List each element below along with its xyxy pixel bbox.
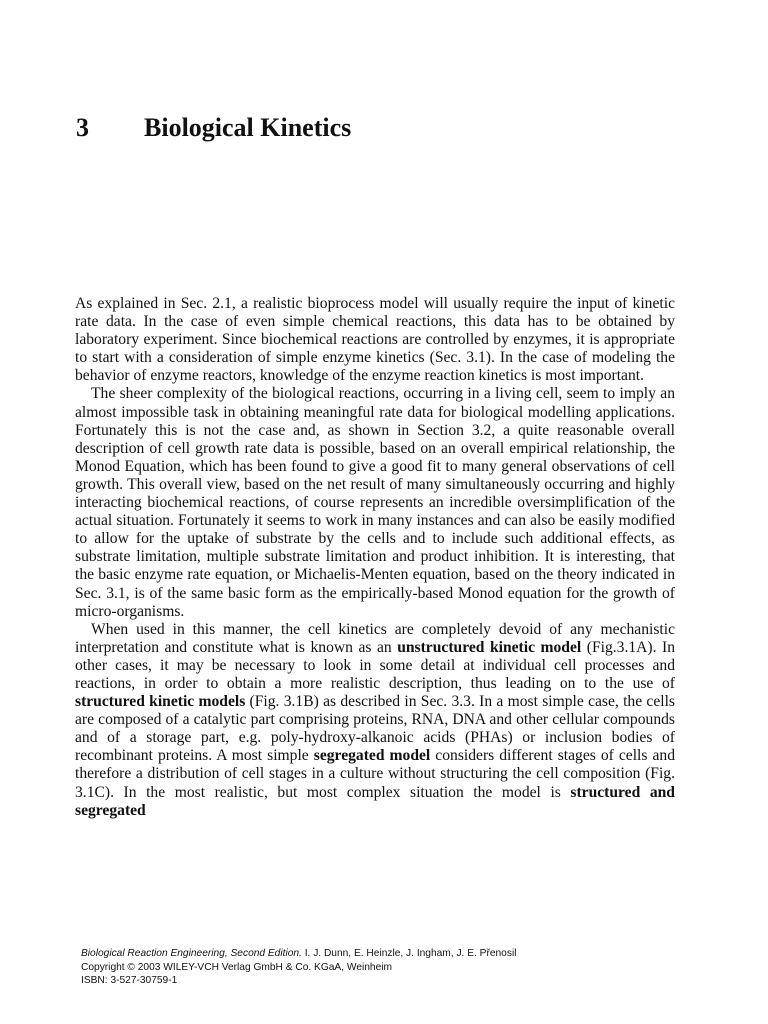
- paragraph-3-text-d: (Fig. 3.1B) as described in Sec. 3.3. In a most simple case, the cells are composed of a catalytic part comprising proteins, RNA, DNA and other cellular compounds and of a storage part, e.g. poly-hydroxy-alkanoic acids (PHAs) or inclusion bodies of recombinant proteins. A most simple: [75, 693, 676, 765]
- term-unstructured-kinetic-model: unstructured kinetic model: [397, 638, 582, 656]
- paragraph-3-text-e: considers different stages of cells and therefore a distribution of cell stages in a culture without structuring the cell composition (Fig. 3.1C). In the most realistic, but most complex situation the model is: [75, 747, 676, 801]
- term-structured-and-segregated: structured and segregated: [75, 783, 675, 819]
- term-segregated-model: segregated model: [313, 747, 431, 765]
- book-authors: I. J. Dunn, E. Heinzle, J. Ingham, J. E. Přenosil: [301, 948, 517, 959]
- paragraph-3-text-c: (Fig.3.1A). In other cases, it may be necessary to look in some detail at individual cell processes and reactions, in order to obtain a more realistic description, thus leading on to the use of: [75, 638, 676, 692]
- paragraph-3: [75, 621, 675, 820]
- paragraph-3-text-a: When used in this manner, the cell kinetics are completely devoid of any mechanistic interpretation and constitute what is known as an: [75, 620, 675, 656]
- book-title: Biological Reaction Engineering, Second Edition.: [81, 948, 302, 959]
- chapter-title: Biological Kinetics: [144, 113, 352, 142]
- term-structured-kinetic-models: structured kinetic models: [75, 693, 246, 711]
- footer-line-1: [81, 947, 681, 961]
- paragraph-2: The sheer complexity of the biological reactions, occurring in a living cell, seem to imply an almost impossible task in obtaining meaningful rate data for biological modelling applications. Fortunately this is not the case and, as shown in Section 3.2, a quite reasonable overall description of cell growth rate data is possible, based on an overall empirical relationship, the Monod Equation, which has been found to give a good fit to many general observations of cell growth. This overall view, based on the net result of many simultaneously occurring and highly interacting biochemical reactions, of course represents an incredible oversimplification of the actual situation. Fortunately it seems to work in many instances and can also be easily modified to allow for the uptake of substrate by the cells and to include such additional effects, as substrate limitation, multiple substrate limitation and product inhibition. It is interesting, that the basic enzyme rate equation, or Michaelis-Menten equation, based on the theory indicated in Sec. 3.1, is of the same basic form as the empirically-based Monod equation for the growth of micro-organisms.: [75, 385, 675, 620]
- isbn-line: ISBN: 3-527-30759-1: [81, 975, 178, 986]
- body-text: [75, 295, 675, 820]
- paragraph-1: As explained in Sec. 2.1, a realistic bioprocess model will usually require the input of kinetic rate data. In the case of even simple chemical reactions, this data has to be obtained by laboratory experiment. Since biochemical reactions are controlled by enzymes, it is appropriate to start with a consideration of simple enzyme kinetics (Sec. 3.1). In the case of modeling the behavior of enzyme reactors, knowledge of the enzyme reaction kinetics is most important.: [75, 295, 675, 385]
- chapter-heading: [76, 113, 351, 143]
- footer-citation: [81, 947, 681, 988]
- copyright-line: Copyright © 2003 WILEY-VCH Verlag GmbH & Co. KGaA, Weinheim: [81, 961, 392, 973]
- chapter-number: 3: [76, 113, 89, 142]
